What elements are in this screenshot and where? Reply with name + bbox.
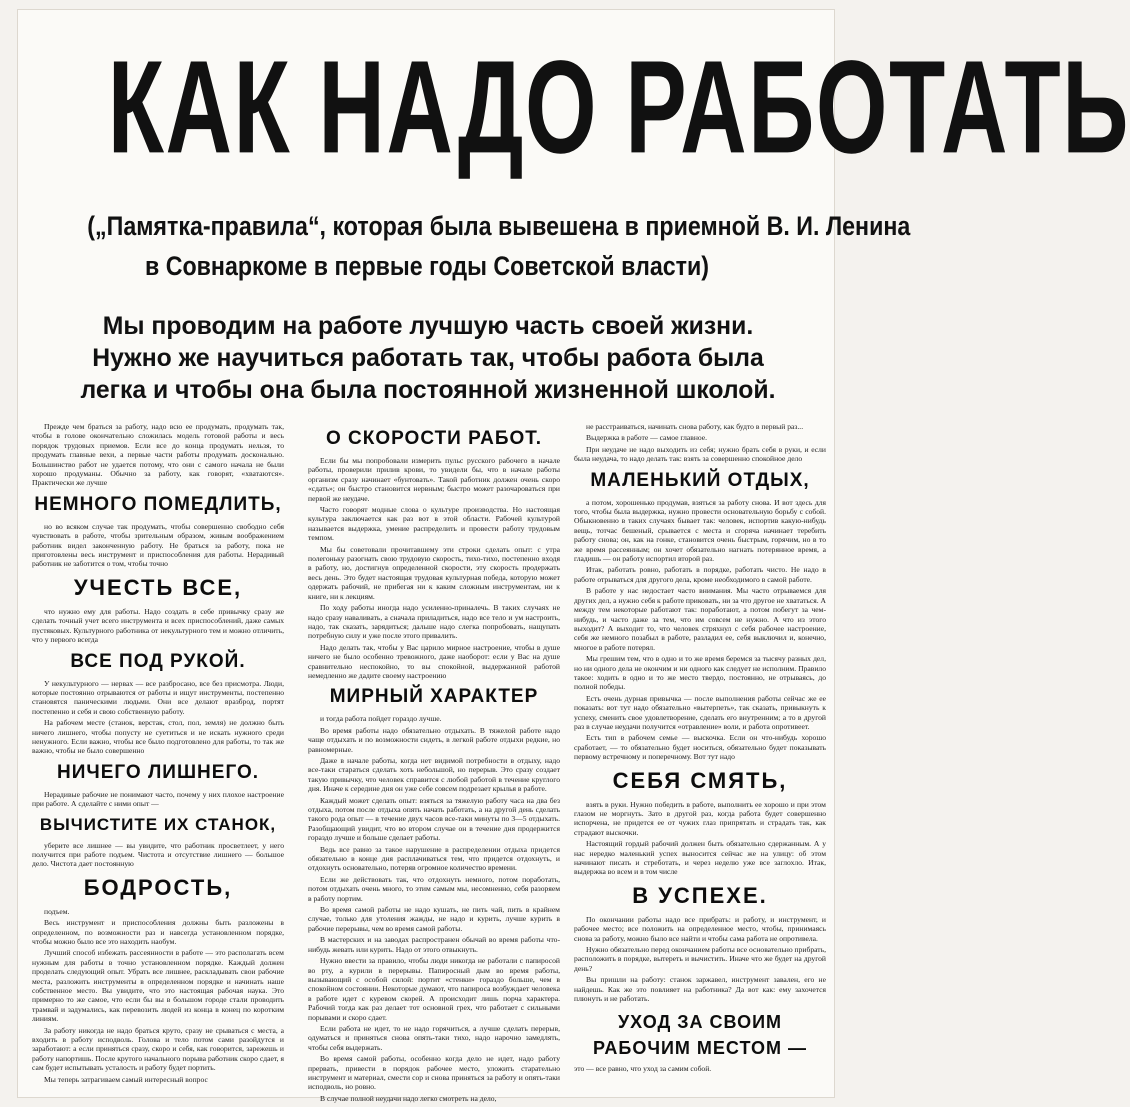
section-heading: МАЛЕНЬКИЙ ОТДЫХ, — [590, 469, 810, 491]
paragraph: Весь инструмент и приспособления должны быть разложены в определенном, по возможности раз и навсегда установленном порядке, чтобы можно было все это находить наобум. — [32, 918, 284, 946]
paragraph: Нерадивые рабочие не понимают часто, почему у них плохое настроение при работе. А сделайте с ними опыт — — [32, 789, 284, 809]
paragraph: Вы пришли на работу: станок заржавел, инструмент завален, его не найдешь. Как же это повлияет на работника? Да вот как: ему захочется плюнуть и не работать. — [574, 975, 826, 1004]
lead-line-2: Нужно же научиться работать так, чтобы работа была — [92, 344, 764, 372]
section-heading: СЕБЯ СМЯТЬ, — [612, 767, 788, 793]
paragraph: взять в руки. Нужно победить в работе, выполнить ее хорошо и при этом глазом не моргнуть. Зато в другой раз, когда работа будет совершенно испорчена, не придется ее от чужих глаз припрятать и страдать так, как страдают выскочки. — [574, 799, 826, 837]
paragraph: Ведь все равно за такое нарушение в распределении отдыха придется обязательно в конце дня расплачиваться тем, что придется отдохнуть, и отдохнуть основательно, потеряв огромное количество времени. — [308, 844, 560, 873]
section-heading: НЕМНОГО ПОМЕДЛИТЬ, — [34, 493, 282, 515]
lead-line-1: Мы проводим на работе лучшую часть своей жизни. — [102, 312, 754, 340]
paragraph: а потом, хорошенько продумав, взяться за работу снова. И вот здесь для того, чтобы была выдержка, нужно провести основательную борьбу с собой. Обыкновенно в таких случаях бывает так: человек, испортив какую-нибудь вещь, тотчас бешеный, срывается с места и сгоряча начинает теребить работу снова; он, как на гонке, становится очень быстрым, горячим, но в то же время рассеянным; он хочет обязательно нагнать потерянное время, а гладишь — он работу испортил второй раз. — [574, 497, 826, 564]
paragraph: Лучший способ избежать рассеянности в работе — это располагать всем нужным для работы в точно установленном порядке. Каждый должен проделать следующий опыт. Убрать все лишнее, раскладывать свои рабочие места, разложить инструменты в определенном порядке и начинать наше собственное место. Вы увидите, что это настоящая рабочая наука. Это примерно то же самое, что если бы вы в большом городе стали проводить трамвай и задумались, как перевозить людей из конца в конец по коротким линиям. — [32, 948, 284, 1024]
paragraph: Каждый может сделать опыт: взяться за тяжелую работу часа на два без отдыха, потом после отдыха опять начать работать, а на другой день сделать такого рода опыт — в течение двух часов все-таки минуты по 3—5 отдыхать. Разобщающий увидит, что во втором случае он в течение дня продержится гораздо лучше и больше сделает работы. — [308, 795, 560, 843]
paragraph: Мы теперь затрагиваем самый интересный вопрос — [44, 1074, 208, 1084]
section-heading: РАБОЧИМ МЕСТОМ — — [592, 1037, 808, 1058]
subtitle-line-2: в Совнаркоме в первые годы Советской власти) — [144, 251, 710, 281]
paragraph: У некультурного — нервах — все разбросано, все без присмотра. Люди, которые постоянно отрываются от работы и ищут инструменты, постепенно становятся паническими людьми. Они все делают вразброд, портят постепенно и себя и свою собственную работу. — [32, 678, 284, 716]
paragraph: Нужно обязательно перед окончанием работы все основательно прибрать, расположить в порядке, вытереть и вычистить. Иначе что же будет на другой день? — [574, 945, 826, 973]
paragraph: Прежде чем браться за работу, надо всю ее продумать, продумать так, чтобы в голове окончательно сложилась модель готовой работы и весь порядок трудовых приемов. Если все до конца продумать нельзя, то продумать главные вехи, а первые части работы продумать досконально. Большинство работ не удается потому, что они с самого начала не были хорошо продуманы. Обычно за работу, как говорят, «хватаются». Практически же лучше — [32, 422, 284, 488]
paragraph: В работе у нас недостает часто внимания. Мы часто отрываемся для других дел, а нужно себя к работе приковать, ни за что другое не хвататься. А между тем некоторые работают так: поработают, а потом побегут за чем-нибудь, и часто даже за тем, что им совсем не нужно. А что из этого выходит? А выходит то, что человек стряхнул с себя рабочее настроение, себя же немного позабыл в работе, разладил ее, себя выключил и, конечно, многое в работе потерял. — [574, 586, 826, 652]
paragraph: и тогда работа пойдет гораздо лучше. — [320, 714, 442, 724]
paragraph: В случае полной неудачи надо легко смотреть на дело, — [320, 1093, 497, 1103]
paragraph: По ходу работы иногда надо усиленно-приналечь. В таких случаях не надо сразу наваливать, а сначала приладиться, надо все тело и ум настроить, надо, так сказать, зарядиться; дальше надо слегка попробовать, нащупать потребную силу и уже после этого привалить. — [308, 603, 560, 641]
paragraph: Нужно ввести за правило, чтобы люди никогда не работали с папиросой во рту, а курили в перерывы. Папиросный дым во время работы, вызывающий с особой силой: портит «стенки» гораздо больше, чем в спокойном состоянии. Некоторые думают, что папироса возбуждает человека в работе идет с куревом скорей. А происходит лишь порча характера. Рабочий тогда как раз делает тот основной грех, что работает с сильными порывами и скоро сдает. — [308, 956, 560, 1022]
paragraph: Даже в начале работы, когда нет видимой потребности в отдыху, надо все-таки стараться сделать хоть небольшой, но перерыв. Это сразу создает такую привычку, что человек справится с любой работой в течение круглого дня. Иначе к середине дня он уже себе совсем подрезает крылья в работе. — [308, 755, 560, 794]
paragraph: На рабочем месте (станок, верстак, стол, пол, земля) не должно быть ничего лишнего, чтобы попусту не суетиться и не искать нужного среди ненужного. Если важно, чтобы все было подготовлено для работы, то так же важно, чтобы не было совершенно — [32, 718, 284, 756]
lead-paragraph — [42, 310, 814, 406]
paragraph: Если работа не идет, то не надо горячиться, а лучше сделать перерыв, одуматься и приняться снова опять-таки тихо, надо нарочно замедлять, чтобы себя выдержать. — [308, 1023, 560, 1052]
poster-subtitle — [87, 206, 911, 286]
section-heading: УЧЕСТЬ ВСЕ, — [73, 574, 243, 600]
section-heading: В УСПЕХЕ. — [632, 882, 768, 908]
section-heading: БОДРОСТЬ, — [83, 874, 233, 900]
section-heading: МИРНЫЙ ХАРАКТЕР — [329, 686, 539, 708]
paragraph: Мы грешим тем, что в одно и то же время беремся за тысячу разных дел, но ни одного дела не окончим и ни одного как следует не исполним. Правило такое: ходить в одно и то же место твердо, постоянно, не отрываясь, до полной победы. — [574, 654, 826, 692]
paragraph: Во время самой работы, особенно когда дело не идет, надо работу прервать, привести в порядок рабочее место, уложить старательно инструмент и материал, смести сор и снова приняться за работу и опять-таки исподволь, но ровно. — [308, 1054, 560, 1092]
paragraph: Итак, работать ровно, работать в порядке, работать чисто. Не надо в работе отрываться для другого дела, кроме необходимого в самой работе. — [574, 565, 826, 584]
section-heading: УХОД ЗА СВОИМ — [617, 1011, 783, 1032]
paragraph: что нужно ему для работы. Надо создать в себе привычку сразу же сделать точный учет всего инструмента и всех приспособлений, даже самых пустяковых. Культурного работника от некультурного тем и можно отличить, что у первого всегда — [32, 606, 284, 645]
poster-sheet — [18, 10, 1130, 1103]
lead-line-3: легка и чтобы она была постоянной жизненной школой. — [80, 376, 776, 404]
subtitle-line-1: („Памятка-правила“, которая была вывешена в приемной В. И. Ленина — [87, 211, 911, 241]
paragraph: Есть тип в рабочем семье — выскочка. Если он что-нибудь хорошо сработает, — то обязательно будет носиться, обязательно будет показывать первому встречному и поперечному. Вот тут надо — [574, 733, 826, 762]
paragraph: Надо делать так, чтобы у Вас царило мирное настроение, чтобы в душе ничего не было особенно тревожного, даже наоборот: если у Вас на душе сравнительно неспокойно, то вы спокойной, выдержанной работой немедленно же дадите своему настроению — [308, 642, 560, 680]
paragraph: В мастерских и на заводах распространен обычай во время работы что-нибудь жевать или курить. Надо от этого отвыкнуть. — [308, 935, 560, 954]
closing-line: это — все равно, что уход за самим собой. — [574, 1063, 712, 1073]
paragraph: Настоящий гордый рабочий должен быть обязательно сдержанным. А у нас нередко маленький успех выносится сейчас же на улицу: об этом начинают писать и стреботать, и через неделю уже все заглохло. Итак, выдержка во всем и в том числе — [574, 839, 826, 877]
paragraph: подъем. — [44, 906, 70, 916]
paragraph: Во время самой работы не надо кушать, не пить чай, пить в крайнем случае, только для утоления жажды, не надо и курить, лучше курить в рабочие перерывы, чем во время самой работы. — [308, 905, 560, 933]
paragraph: Выдержка в работе — самое главное. — [586, 433, 708, 443]
paragraph: но во всяком случае так продумать, чтобы совершенно свободно себя чувствовать в работе, чтобы зрительным образом, живым воображением работник видел законченную работу. Не браться за работу, пока не приготовлены весь инструмент и приспособления для работы. Нерадивый работник не заботится о том, чтобы точно — [32, 521, 284, 569]
paragraph: По окончании работы надо все прибрать: и работу, и инструмент, и рабочее место; все положить на определенное место, чтобы, принимаясь снова за работу, можно было все найти и чтобы сама работа не опротивела. — [574, 914, 826, 943]
section-heading: ВСЕ ПОД РУКОЙ. — [70, 650, 246, 672]
text-column-2 — [308, 422, 560, 1103]
text-column-1 — [32, 422, 284, 1098]
section-heading: О СКОРОСТИ РАБОТ. — [325, 428, 543, 449]
paragraph: Если же действовать так, что отдохнуть немного, потом поработать, потом отдыхать очень много, то этим самым мы, несомненно, себя разоряем в работу портим. — [308, 874, 560, 903]
paragraph: За работу никогда не надо браться круто, сразу не срываться с места, а входить в работу исподволь. Голова и тело потом сами разойдутся и заработают: а если приняться сразу, скоро и себя, как говорится, зарежешь и работу напортишь. После крутого начального порыва работник скоро сдает, я сам будет испытывать усталость и работу будет портить. — [32, 1025, 284, 1073]
text-column-3 — [574, 422, 826, 1098]
paragraph: Во время работы надо обязательно отдыхать. В тяжелой работе надо чаще отдыхать и по возможности сидеть, в легкой работе отдыхи редкие, но равномерные. — [308, 725, 560, 754]
paragraph: Мы бы советовали прочитавшему эти строки сделать опыт: с утра полегоньку разогнать свою трудовую скорость, тихо-тихо, постепенно входя в работу, но, достигнув определенной скорости, эту скорость продержать весь день. Это будет настоящая трудовая культурная победа, которую может одержать рабочий, не прибегая ни к каким сложным инструментам, ни к книге, ни к лекциям. — [308, 544, 560, 601]
section-heading: НИЧЕГО ЛИШНЕГО. — [56, 761, 260, 783]
paragraph: Часто говорят модные слова о культуре производства. Но настоящая культура заключается как раз вот в этой области. Рабочей культурой называется выдержка, умение распределить и провести работу трудовым темпом. — [308, 505, 560, 543]
section-heading: ВЫЧИСТИТЕ ИХ СТАНОК, — [39, 814, 277, 834]
paragraph: Есть очень дурная привычка — после выполнения работы сейчас же ее показать: вот тут надо обязательно «вытерпеть», так сказать, привыкнуть к успеху, сменить свое удовлетворение, сделать его внутренним; а то в другой раз в случае неудачи получится «отравление» воли, и работа опротивеет. — [574, 693, 826, 731]
paragraph: уберите все лишнее — вы увидите, что работник просветлеет, у него получится при работе подъем. Чистота и отсутствие лишнего — большое дело. Чистота дает постоянную — [32, 840, 284, 869]
paragraph: не расстраиваться, начинать снова работу, как будто в первый раз... — [586, 422, 804, 431]
poster-title: КАК НАДО РАБОТАТЬ — [107, 33, 1130, 182]
paragraph: Если бы мы попробовали измерить пульс русского рабочего в начале работы, проверили прилив крови, то увидели бы, что в начале работы организм сразу начинает «бунтовать». Такой работник должен очень скоро «сдать»; он быстро становится нервным; быстро может разочароваться при первой же неудаче. — [308, 456, 560, 503]
paragraph: При неудаче не надо выходить из себя; нужно брать себя в руки, и если была неудача, то надо делать так: взять за совершенно спокойное дело — [574, 444, 826, 464]
